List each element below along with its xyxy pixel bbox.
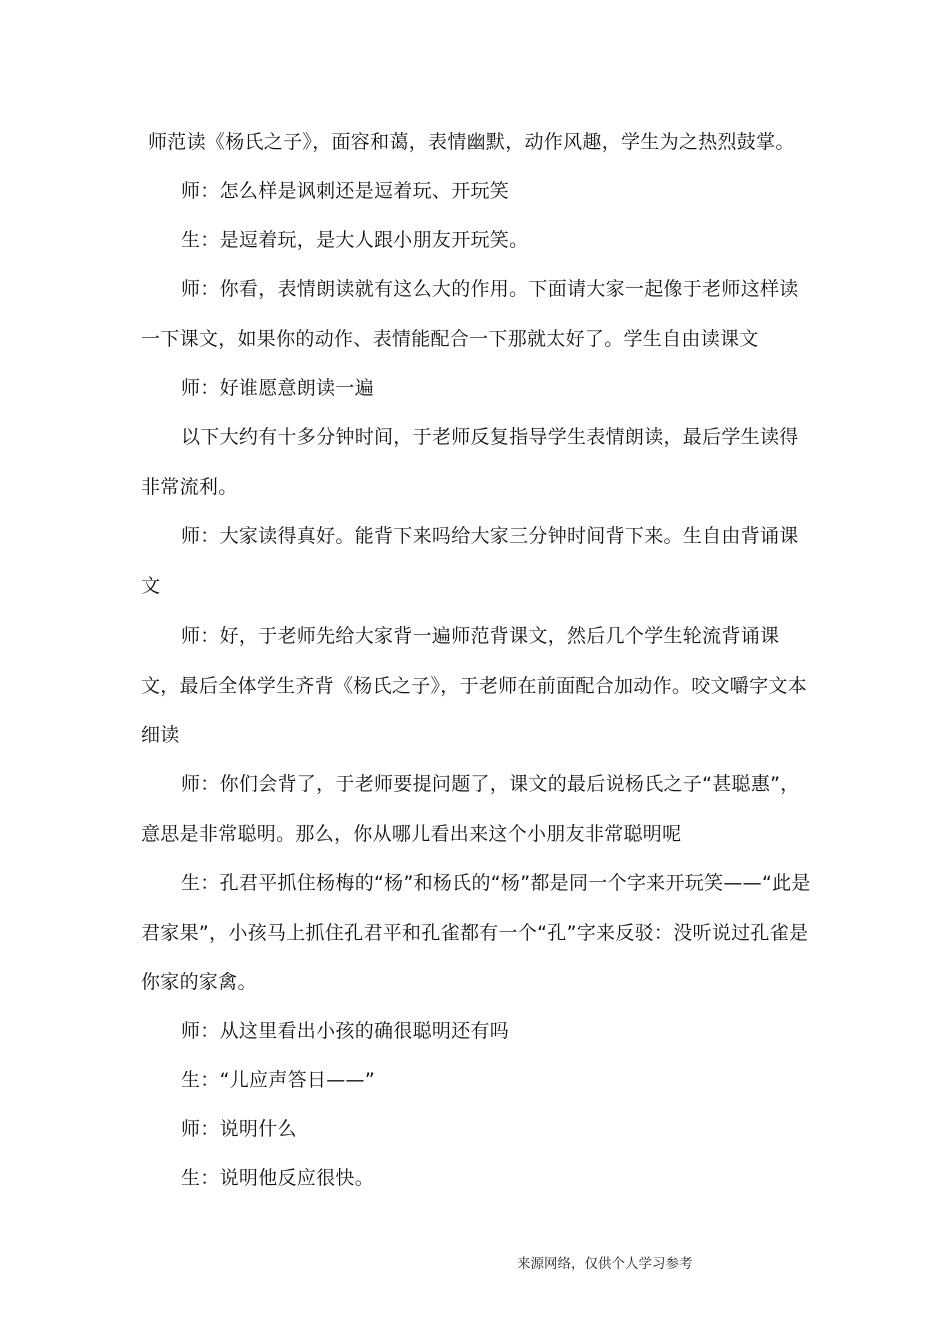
paragraph-14: 生：说明他反应很快。	[181, 1167, 375, 1189]
paragraph-9: 师：你们会背了，于老师要提问题了，课文的最后说杨氏之子“甚聪惠”，意思是非常聪明。那么，你从哪儿看出来这个小朋友非常聪明呢	[141, 773, 800, 845]
paragraph-1: 师范读《杨氏之子》，面容和蔼，表情幽默，动作风趣，学生为之热烈鼓掌。	[148, 131, 795, 153]
paragraph-13: 师：说明什么	[181, 1118, 297, 1140]
paragraph-6: 以下大约有十多分钟时间，于老师反复指导学生表情朗读，最后学生读得非常流利。	[141, 426, 799, 498]
paragraph-12: 生：“儿应声答日——”	[181, 1069, 375, 1091]
paragraph-5: 师：好谁愿意朗读一遍	[181, 377, 375, 399]
paragraph-8: 师：好，于老师先给大家背一遍师范背课文，然后几个学生轮流背诵课文，最后全体学生齐背《杨氏之子》，于老师在前面配合加动作。咬文嚼字文本细读	[141, 625, 808, 746]
paragraph-2: 师：怎么样是讽刺还是逗着玩、开玩笑	[181, 180, 510, 202]
footer-source-note: 来源网络，仅供个人学习参考	[517, 1256, 693, 1272]
paragraph-10: 生：孔君平抓住杨梅的“杨”和杨氏的“杨”都是同一个字来开玩笑——“此是君家果”，小孩马上抓住孔君平和孔雀都有一个“孔”字来反驳：没听说过孔雀是你家的家禽。	[141, 872, 811, 993]
paragraph-7: 师：大家读得真好。能背下来吗给大家三分钟时间背下来。生自由背诵课文	[141, 525, 799, 597]
paragraph-4: 师：你看，表情朗读就有这么大的作用。下面请大家一起像于老师这样读一下课文，如果你的动作、表情能配合一下那就太好了。学生自由读课文	[141, 278, 799, 350]
paragraph-3: 生：是逗着玩，是大人跟小朋友开玩笑。	[181, 229, 529, 251]
paragraph-11: 师：从这里看出小孩的确很聪明还有吗	[181, 1020, 510, 1042]
